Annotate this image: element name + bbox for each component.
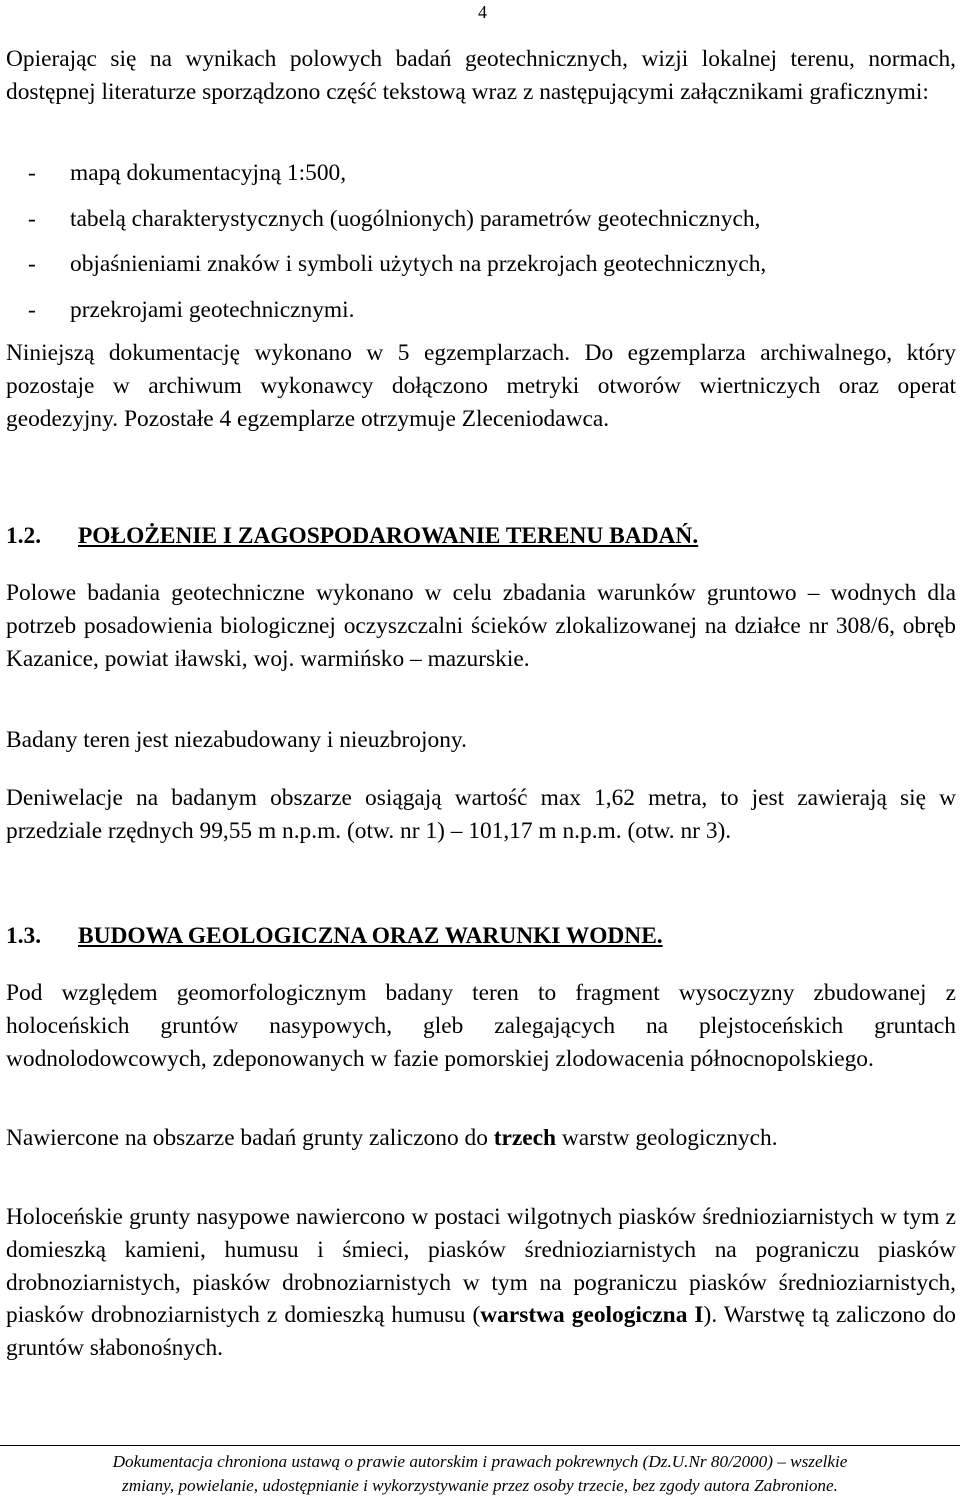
layers-text-end: warstw geologicznych. (556, 1125, 778, 1151)
geomorphology-paragraph: Pod względem geomorfologicznym badany teren to fragment wysoczyzny zbudowanej z holoceńskich gruntów nasypowych, gleb zalegających na plejstoceńskich gruntach wodnolodowcowych, zdeponowanych w fazie pomorskiej zlodowacenia północnopolskiego. (6, 980, 956, 1072)
holocene-text: Holoceńskie grunty nasypowe nawiercono w postaci wilgotnych piasków średnioziarnistych w tym z domieszką kamieni, humusu i śmieci, piasków średnioziarnistych na pograniczu piasków drobnoziarnistych, piasków drobnoziarnistych w tym na pograniczu piasków średnioziarnistych, piasków drobnoziarnistych z domieszką humusu ( (6, 1204, 956, 1329)
list-item-text: objaśnieniami znaków i symboli użytych na przekrojach geotechnicznych, (70, 251, 767, 277)
terrain-paragraph: Badany teren jest niezabudowany i nieuzbrojony. (6, 727, 467, 753)
list-item (28, 157, 948, 203)
location-paragraph: Polowe badania geotechniczne wykonano w celu zbadania warunków gruntowo – wodnych dla potrzeb posadowienia biologicznej oczyszczalni ścieków zlokalizowanej na działce nr 308/6, obręb Kazanice, powiat iławski, woj. warmińsko – mazurskie. (6, 580, 956, 672)
footer-line: Dokumentacja chroniona ustawą o prawie autorskim i prawach pokrewnych (Dz.U.Nr 80/2000) – wszelkie (112, 1452, 848, 1471)
section-number: 1.3. (6, 923, 42, 949)
copies-paragraph: Niniejszą dokumentację wykonano w 5 egzemplarzach. Do egzemplarza archiwalnego, który pozostaje w archiwum wykonawcy dołączono metryki otworów wiertniczych oraz operat geodezyjny. Pozostałe 4 egzemplarze otrzymuje Zleceniodawca. (6, 340, 956, 432)
list-dash: - (28, 160, 36, 186)
elevation-paragraph: Deniwelacje na badanym obszarze osiągają wartość max 1,62 metra, to jest zawierają się w przedziale rzędnych 99,55 m n.p.m. (otw. nr 1) – 101,17 m n.p.m. (otw. nr 3). (6, 785, 956, 844)
holocene-paragraph (6, 1201, 956, 1365)
list-dash: - (28, 296, 36, 323)
holocene-text-end: ). Warstwę tą zaliczono do gruntów słabonośnych. (6, 1302, 956, 1362)
page-number: 4 (478, 2, 487, 22)
section-title: BUDOWA GEOLOGICZNA ORAZ WARUNKI WODNE. (78, 923, 663, 949)
section-heading-1-2 (6, 521, 698, 551)
list-item (28, 294, 948, 340)
layers-count: trzech (493, 1125, 557, 1151)
list-item-text: tabelą charakterystycznych (uogólnionych) parametrów geotechnicznych, (70, 205, 761, 232)
list-dash: - (28, 205, 36, 232)
layer-name: warstwa geologiczna I (480, 1302, 704, 1329)
list-item-text: mapą dokumentacyjną 1:500, (70, 160, 347, 186)
section-heading-1-3 (6, 921, 663, 951)
attachments-list (28, 157, 948, 339)
list-dash: - (28, 251, 36, 277)
layers-text: Nawiercone na obszarze badań grunty zaliczono do (6, 1125, 494, 1151)
layers-paragraph (6, 1122, 956, 1155)
list-item-text: przekrojami geotechnicznymi. (70, 296, 355, 323)
copyright-footer (0, 1445, 960, 1498)
list-item (28, 248, 948, 294)
list-item (28, 203, 948, 249)
intro-paragraph: Opierając się na wynikach polowych badań geotechnicznych, wizji lokalnej terenu, normach, dostępnej literaturze sporządzono część tekstową wraz z następującymi załącznikami graficznymi: (6, 46, 956, 105)
section-number: 1.2. (6, 523, 42, 549)
footer-line: zmiany, powielanie, udostępnianie i wykorzystywanie przez osoby trzecie, bez zgody autora Zabronione. (122, 1476, 838, 1495)
section-title: POŁOŻENIE I ZAGOSPODAROWANIE TERENU BADAŃ. (78, 523, 699, 549)
